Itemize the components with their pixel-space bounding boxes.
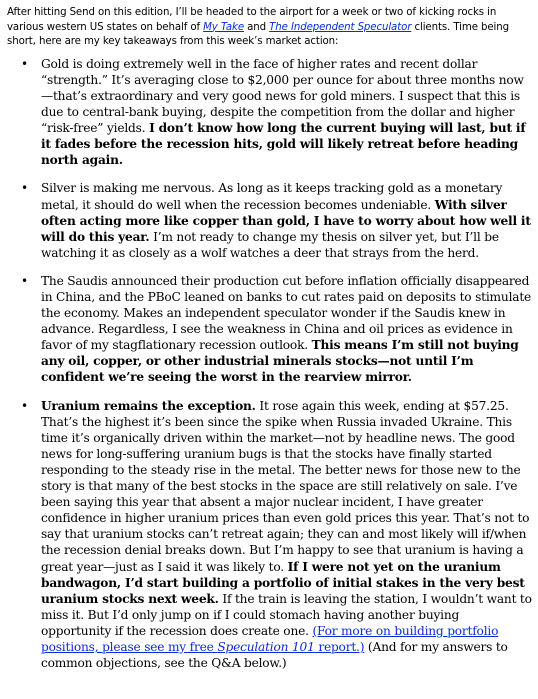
takeaway-text: The Saudis announced their production cut before inflation officially disappeared in China, and the PBoC leaned on banks to cut rates paid on deposits to stimulate the economy. Makes an independent speculator wonder if the Saudis knew in advance. Regardless, I see the weakness in China and oil prices as evidence in favor of my stagflationary recession outlook. <box>41 273 532 353</box>
link-text-end: report.) <box>314 639 365 654</box>
takeaway-silver <box>7 180 532 260</box>
takeaway-oil-china <box>7 273 532 386</box>
takeaway-gold <box>7 56 532 169</box>
intro-text-3: clients. Time being short, here are my key takeaways from this week’s market action: <box>7 21 509 48</box>
takeaway-bold-lead: Uranium remains the exception. <box>41 398 256 413</box>
intro-paragraph <box>7 6 532 50</box>
takeaway-uranium <box>7 398 532 672</box>
my-take-link[interactable]: My Take <box>203 21 245 33</box>
bullet-icon: • <box>21 273 28 288</box>
intro-text-2: and <box>244 21 270 33</box>
takeaway-bold-text: This means I’m still not buying any oil, copper, or other industrial minerals stocks—not until I’m confident we’re seeing the worst in the rearview mirror. <box>41 338 519 385</box>
takeaway-bold-text: I don’t know how long the current buying will last, but if it fades before the recession hits, gold will likely retreat before heading north again. <box>41 121 526 168</box>
takeaway-text: Silver is making me nervous. As long as it keeps tracking gold as a monetary metal, it should do well when the recession becomes undeniable. <box>41 181 503 212</box>
takeaway-text: If the train is leaving the station, I wouldn’t want to miss it. But I’d only jump on if I could stomach having another buying opportunity if the recession does create one. <box>41 591 532 638</box>
takeaway-text: I’m not ready to change my thesis on silver yet, but I’ll be watching it as closely as a wolf watches a deer that strays from the herd. <box>41 229 499 260</box>
link-text-title: Speculation 101 <box>217 639 315 654</box>
independent-speculator-link[interactable]: The Independent Speculator <box>269 21 412 33</box>
takeaways-list <box>7 56 532 671</box>
bullet-icon: • <box>21 56 28 71</box>
bullet-icon: • <box>21 181 28 196</box>
takeaway-bold-text: If I were not yet on the uranium bandwagon, I’d start building a portfolio of initial stakes in the very best uranium stocks next week. <box>41 559 525 606</box>
takeaway-bold-text: With silver often acting more like copper than gold, I have to worry about how well it will do this year. <box>41 197 531 244</box>
takeaway-text: Gold is doing extremely well in the face of higher rates and recent dollar “strength.” It’s averaging close to $2,000 per ounce for about three months now—that’s extraordinary and very good news for gold miners. I suspect that this is due to central-bank buying, despite the competition from the dollar and higher “risk-free” yields. <box>41 56 524 136</box>
takeaway-text: It rose again this week, ending at $57.25. That’s the highest it’s been since the spike when Russia invaded Ukraine. This time it’s organically driven within the market—not by headline news. The good news for long-suffering uranium bugs is that the stocks have finally started responding to the steady rise in the metal. The better news for those new to the story is that many of the best stocks in the space are still relatively on sale. I’ve been saying this year that absent a major nuclear incident, I have greater confidence in higher uranium prices than even gold prices this year. That’s not to say that uranium stocks can’t retreat again; they can and most likely will if/when the recession denial breaks down. But I’m happy to see that uranium is having a great year—just as I said it was likely to. <box>41 398 530 574</box>
intro-text-1: After hitting Send on this edition, I’ll be headed to the airport for a week or two of kicking rocks in various western US states on behalf of <box>7 7 497 33</box>
takeaway-text: (And for my answers to common objections, see the Q&A below.) <box>41 639 508 671</box>
bullet-icon: • <box>21 398 28 413</box>
link-text-start: (For more on building portfolio positions, please see my free <box>41 623 499 654</box>
